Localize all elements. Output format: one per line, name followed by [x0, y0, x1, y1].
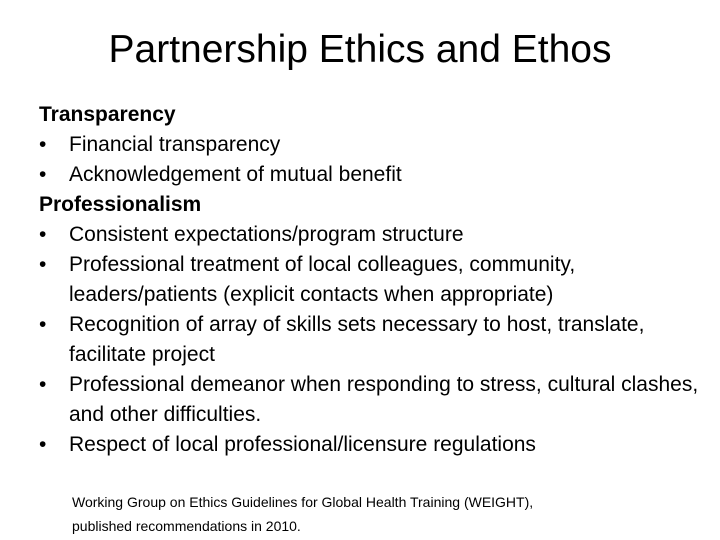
bullet-item	[39, 220, 699, 250]
citation-footer	[72, 490, 672, 538]
bullet-text: Professional demeanor when responding to stress, cultural clashes, and other difficulties.	[69, 373, 699, 426]
section-heading-professionalism: Professionalism	[39, 193, 202, 216]
citation-line: published recommendations in 2010.	[72, 518, 301, 534]
bullet-icon: •	[39, 373, 47, 396]
section-heading-transparency: Transparency	[39, 103, 176, 126]
slide-content	[39, 100, 699, 460]
bullet-text: Professional treatment of local colleagues, community, leaders/patients (explicit contacts when appropriate)	[69, 253, 576, 306]
slide-title: Partnership Ethics and Ethos	[108, 28, 612, 71]
bullet-icon: •	[39, 223, 47, 246]
bullet-icon: •	[39, 433, 47, 456]
bullet-icon: •	[39, 133, 47, 156]
bullet-text: Financial transparency	[69, 133, 281, 156]
bullet-item	[39, 430, 699, 460]
bullet-text: Recognition of array of skills sets necessary to host, translate, facilitate project	[69, 313, 645, 366]
bullet-item	[39, 130, 699, 160]
bullet-item	[39, 160, 699, 190]
bullet-text: Respect of local professional/licensure regulations	[69, 433, 536, 456]
professionalism-bullet-list	[39, 220, 699, 460]
bullet-text: Acknowledgement of mutual benefit	[69, 163, 402, 186]
bullet-item	[39, 370, 699, 430]
bullet-icon: •	[39, 163, 47, 186]
bullet-item	[39, 310, 699, 370]
citation-line: Working Group on Ethics Guidelines for Global Health Training (WEIGHT),	[72, 494, 534, 510]
transparency-bullet-list	[39, 130, 699, 190]
bullet-icon: •	[39, 253, 47, 276]
bullet-icon: •	[39, 313, 47, 336]
bullet-text: Consistent expectations/program structure	[69, 223, 464, 246]
bullet-item	[39, 250, 699, 310]
